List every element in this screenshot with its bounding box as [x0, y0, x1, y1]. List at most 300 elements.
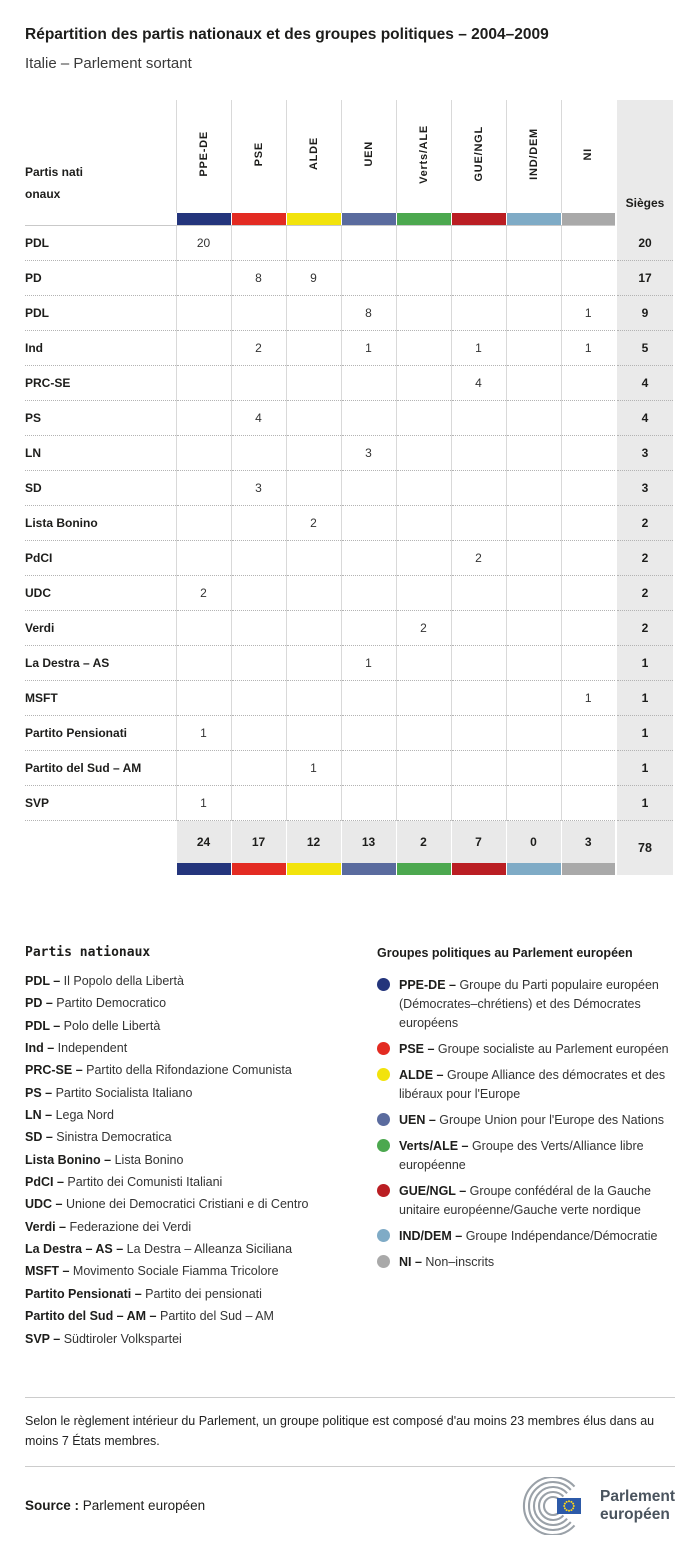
page-title: Répartition des partis nationaux et des groupes politiques – 2004–2009	[25, 26, 549, 43]
group-color-strip-cell	[561, 213, 616, 226]
value-cell-UEN	[341, 751, 396, 786]
group-color-dot-UEN	[377, 1113, 390, 1126]
value-cell-IND/DEM	[506, 261, 561, 296]
table-row	[25, 436, 673, 471]
group-column-header-label: Verts/ALE	[417, 124, 430, 184]
group-color-strip-cell	[451, 863, 506, 875]
group-color-bar-PSE	[232, 863, 286, 875]
value-cell-Verts/ALE	[396, 681, 451, 716]
value-cell-PSE: 4	[231, 401, 286, 436]
group-legend-text	[399, 1182, 675, 1220]
value-cell-PPE-DE	[176, 681, 231, 716]
group-column-header-label: PPE-DE	[197, 131, 210, 177]
value-cell-PPE-DE	[176, 611, 231, 646]
value-cell-NI	[561, 226, 616, 261]
value-cell-PSE	[231, 436, 286, 471]
group-column-header-NI	[561, 100, 616, 213]
group-color-strip-cell	[176, 863, 231, 875]
group-color-dot-IND/DEM	[377, 1229, 390, 1242]
party-full-name: La Destra – Alleanza Siciliana	[126, 1242, 293, 1257]
value-cell-UEN	[341, 716, 396, 751]
group-column-header-label: UEN	[362, 141, 375, 167]
value-cell-NI	[561, 261, 616, 296]
party-name-cell: PD	[25, 261, 176, 296]
group-abbr: UEN –	[399, 1113, 440, 1127]
group-color-strip-cell	[506, 863, 561, 875]
value-cell-GUE/NGL	[451, 576, 506, 611]
value-cell-UEN: 8	[341, 296, 396, 331]
group-full-name: Groupe socialiste au Parlement européen	[437, 1042, 669, 1056]
party-full-name: Federazione dei Verdi	[69, 1219, 192, 1234]
value-cell-PSE	[231, 646, 286, 681]
group-color-bar-Verts/ALE	[397, 213, 451, 225]
group-legend-text	[399, 976, 675, 1033]
group-legend-item	[377, 1111, 675, 1130]
value-cell-Verts/ALE	[396, 541, 451, 576]
group-color-strip-cell	[231, 863, 286, 875]
source-line	[25, 1498, 205, 1513]
party-full-name: Independent	[57, 1041, 128, 1056]
value-cell-IND/DEM	[506, 541, 561, 576]
group-color-bar-UEN	[342, 863, 396, 875]
value-cell-ALDE	[286, 716, 341, 751]
party-legend-item	[25, 975, 377, 989]
group-abbr: PSE –	[399, 1042, 438, 1056]
value-cell-PPE-DE: 1	[176, 786, 231, 821]
value-cell-Verts/ALE	[396, 366, 451, 401]
national-parties-legend	[25, 945, 377, 1355]
value-cell-NI: 1	[561, 681, 616, 716]
value-cell-GUE/NGL	[451, 261, 506, 296]
value-cell-UEN: 1	[341, 331, 396, 366]
seats-cell: 4	[616, 401, 673, 436]
party-legend-item	[25, 1265, 377, 1279]
table-row	[25, 296, 673, 331]
group-column-header-UEN	[341, 100, 396, 213]
value-cell-Verts/ALE	[396, 716, 451, 751]
party-column-header-label: Partis nationaux	[25, 164, 84, 201]
value-cell-Verts/ALE: 2	[396, 611, 451, 646]
value-cell-ALDE	[286, 366, 341, 401]
group-legend-item	[377, 1066, 675, 1104]
group-column-header-PPE-DE	[176, 100, 231, 213]
value-cell-ALDE	[286, 471, 341, 506]
table-row	[25, 471, 673, 506]
group-legend-text	[399, 1040, 669, 1059]
party-full-name: Partito della Rifondazione Comunista	[86, 1063, 292, 1078]
national-parties-legend-title: Partis nationaux	[25, 945, 151, 960]
party-name-cell: UDC	[25, 576, 176, 611]
group-abbr: PPE-DE –	[399, 978, 460, 992]
group-color-bar-PPE-DE	[177, 213, 231, 225]
group-color-strip-cell	[506, 213, 561, 226]
group-full-name: Non–inscrits	[425, 1255, 495, 1269]
party-legend-item	[25, 1288, 377, 1302]
value-cell-UEN	[341, 681, 396, 716]
value-cell-PPE-DE	[176, 646, 231, 681]
party-legend-item	[25, 1109, 377, 1123]
group-legend-text	[399, 1066, 675, 1104]
total-cell-IND/DEM: 0	[506, 821, 561, 864]
value-cell-IND/DEM	[506, 296, 561, 331]
value-cell-PPE-DE	[176, 506, 231, 541]
total-cell-PSE: 17	[231, 821, 286, 864]
value-cell-ALDE	[286, 681, 341, 716]
party-full-name: Partito Socialista Italiano	[55, 1085, 193, 1100]
value-cell-GUE/NGL	[451, 296, 506, 331]
group-full-name: Groupe des Verts/Alliance libre européenne	[399, 1139, 644, 1172]
seats-cell: 5	[616, 331, 673, 366]
group-column-header-label: NI	[582, 147, 595, 161]
party-abbr: PDL –	[25, 974, 64, 988]
party-name-cell: PRC-SE	[25, 366, 176, 401]
table-row	[25, 786, 673, 821]
party-name-cell: PDL	[25, 296, 176, 331]
total-cell-GUE/NGL: 7	[451, 821, 506, 864]
table-row	[25, 576, 673, 611]
group-column-header-label: ALDE	[307, 137, 320, 171]
value-cell-GUE/NGL	[451, 401, 506, 436]
value-cell-GUE/NGL	[451, 471, 506, 506]
value-cell-PSE	[231, 576, 286, 611]
value-cell-PSE	[231, 296, 286, 331]
table-row	[25, 611, 673, 646]
value-cell-GUE/NGL: 4	[451, 366, 506, 401]
value-cell-NI	[561, 576, 616, 611]
party-abbr: Partito del Sud – AM –	[25, 1309, 160, 1324]
eu-flag-icon	[557, 1498, 581, 1514]
value-cell-PSE	[231, 786, 286, 821]
party-full-name: Il Popolo della Libertà	[63, 974, 184, 988]
strip-spacer	[25, 213, 176, 226]
party-abbr: Ind –	[25, 1041, 58, 1056]
party-abbr: Lista Bonino –	[25, 1152, 115, 1167]
value-cell-GUE/NGL	[451, 646, 506, 681]
group-column-header-GUE/NGL	[451, 100, 506, 213]
party-abbr: PS –	[25, 1085, 56, 1100]
value-cell-PPE-DE	[176, 261, 231, 296]
value-cell-UEN	[341, 506, 396, 541]
divider	[25, 1466, 675, 1467]
table-row	[25, 226, 673, 261]
parliament-logo	[516, 1477, 675, 1535]
value-cell-ALDE	[286, 611, 341, 646]
value-cell-IND/DEM	[506, 226, 561, 261]
value-cell-NI	[561, 541, 616, 576]
value-cell-PSE	[231, 611, 286, 646]
group-color-dot-PSE	[377, 1042, 390, 1055]
value-cell-ALDE	[286, 226, 341, 261]
total-cell-UEN: 13	[341, 821, 396, 864]
group-abbr: ALDE –	[399, 1068, 447, 1082]
party-legend-item	[25, 1198, 377, 1212]
group-color-bar-Verts/ALE	[397, 863, 451, 875]
page-subtitle: Italie – Parlement sortant	[25, 55, 192, 72]
seats-cell: 2	[616, 506, 673, 541]
value-cell-NI: 1	[561, 331, 616, 366]
value-cell-PSE	[231, 716, 286, 751]
party-legend-item	[25, 1042, 377, 1056]
group-color-strip-cell	[231, 213, 286, 226]
group-legend-item	[377, 1227, 675, 1246]
value-cell-IND/DEM	[506, 471, 561, 506]
seats-table	[25, 100, 673, 875]
party-full-name: Sinistra Democratica	[56, 1130, 172, 1145]
footnote: Selon le règlement intérieur du Parlement, un groupe politique est composé d'au moins 23 membres élus dans au moins 7 États membres.	[25, 1413, 655, 1448]
party-abbr: Partito Pensionati –	[25, 1286, 146, 1301]
party-legend-item	[25, 1333, 377, 1347]
group-color-strip-row	[25, 213, 673, 226]
hemicycle-icon	[516, 1477, 592, 1535]
source-label: Source :	[25, 1498, 80, 1514]
party-legend-item	[25, 1243, 377, 1257]
group-color-dot-Verts/ALE	[377, 1139, 390, 1152]
value-cell-NI	[561, 436, 616, 471]
value-cell-IND/DEM	[506, 681, 561, 716]
group-color-dot-NI	[377, 1255, 390, 1268]
party-name-cell: PDL	[25, 236, 49, 250]
party-legend-item	[25, 1087, 377, 1101]
party-full-name: Partito del Sud – AM	[159, 1309, 274, 1324]
value-cell-UEN: 1	[341, 646, 396, 681]
group-color-strip-cell	[396, 863, 451, 875]
value-cell-IND/DEM	[506, 331, 561, 366]
group-legend-item	[377, 1253, 675, 1272]
table-row	[25, 751, 673, 786]
group-full-name: Groupe confédéral de la Gauche unitaire européenne/Gauche verte nordique	[399, 1184, 651, 1217]
group-color-strip-row-bottom	[25, 863, 673, 875]
party-name-cell: La Destra – AS	[25, 646, 176, 681]
group-color-strip-cell	[176, 213, 231, 226]
table-row	[25, 716, 673, 751]
group-color-bar-PPE-DE	[177, 863, 231, 875]
value-cell-IND/DEM	[506, 366, 561, 401]
value-cell-ALDE: 9	[286, 261, 341, 296]
value-cell-IND/DEM	[506, 716, 561, 751]
seats-cell: 2	[616, 541, 673, 576]
value-cell-GUE/NGL	[451, 716, 506, 751]
value-cell-UEN	[341, 401, 396, 436]
group-color-dot-PPE-DE	[377, 978, 390, 991]
value-cell-UEN	[341, 576, 396, 611]
group-legend-text	[399, 1137, 675, 1175]
table-row	[25, 646, 673, 681]
group-abbr: GUE/NGL –	[399, 1184, 470, 1198]
value-cell-GUE/NGL	[451, 751, 506, 786]
value-cell-Verts/ALE	[396, 576, 451, 611]
value-cell-PSE	[231, 751, 286, 786]
value-cell-IND/DEM	[506, 611, 561, 646]
seats-cell: 2	[616, 611, 673, 646]
group-column-header-Verts/ALE	[396, 100, 451, 213]
value-cell-GUE/NGL	[451, 226, 506, 261]
value-cell-ALDE	[286, 331, 341, 366]
value-cell-PPE-DE	[176, 471, 231, 506]
seats-cell: 3	[616, 471, 673, 506]
party-name-cell: Partito del Sud – AM	[25, 751, 176, 786]
group-color-bar-ALDE	[287, 213, 341, 225]
value-cell-IND/DEM	[506, 646, 561, 681]
group-legend-item	[377, 1040, 675, 1059]
group-color-strip-cell	[451, 213, 506, 226]
value-cell-Verts/ALE	[396, 471, 451, 506]
value-cell-NI	[561, 471, 616, 506]
national-parties-legend-list	[25, 975, 377, 1346]
party-full-name: Südtiroler Volkspartei	[63, 1331, 182, 1346]
seats-column-header: Sièges	[616, 100, 673, 226]
party-name-cell: Partito Pensionati	[25, 716, 176, 751]
value-cell-ALDE: 1	[286, 751, 341, 786]
party-abbr: SD –	[25, 1130, 57, 1145]
group-color-bar-GUE/NGL	[452, 213, 506, 225]
value-cell-GUE/NGL	[451, 786, 506, 821]
party-legend-item	[25, 1064, 377, 1078]
seats-cell: 1	[616, 646, 673, 681]
political-groups-legend-title: Groupes politiques au Parlement européen	[377, 946, 633, 960]
seats-cell: 1	[616, 681, 673, 716]
value-cell-UEN	[341, 786, 396, 821]
party-name-cell: Lista Bonino	[25, 506, 176, 541]
value-cell-ALDE	[286, 541, 341, 576]
value-cell-GUE/NGL: 2	[451, 541, 506, 576]
seats-cell: 9	[616, 296, 673, 331]
table-row	[25, 506, 673, 541]
seats-cell: 1	[616, 716, 673, 751]
value-cell-NI	[561, 366, 616, 401]
value-cell-UEN	[341, 226, 396, 261]
value-cell-NI	[561, 506, 616, 541]
value-cell-NI	[561, 401, 616, 436]
group-legend-item	[377, 976, 675, 1033]
divider	[25, 1397, 675, 1398]
value-cell-PSE	[231, 506, 286, 541]
value-cell-NI	[561, 646, 616, 681]
group-color-strip-cell	[286, 863, 341, 875]
value-cell-GUE/NGL	[451, 611, 506, 646]
value-cell-Verts/ALE	[396, 261, 451, 296]
strip-spacer	[25, 863, 176, 875]
value-cell-NI	[561, 786, 616, 821]
party-abbr: PRC-SE –	[25, 1063, 87, 1078]
table-row	[25, 261, 673, 296]
value-cell-Verts/ALE	[396, 296, 451, 331]
seats-cell: 1	[616, 786, 673, 821]
party-name-cell: Verdi	[25, 611, 176, 646]
value-cell-PSE: 8	[231, 261, 286, 296]
value-cell-UEN	[341, 541, 396, 576]
party-abbr: UDC –	[25, 1197, 66, 1212]
party-abbr: La Destra – AS –	[25, 1242, 127, 1257]
group-legend-text	[399, 1111, 664, 1130]
group-legend-text	[399, 1227, 657, 1246]
party-abbr: LN –	[25, 1108, 56, 1123]
party-name-cell: MSFT	[25, 681, 176, 716]
totals-spacer	[25, 821, 176, 864]
party-name-cell: LN	[25, 436, 176, 471]
value-cell-NI	[561, 751, 616, 786]
group-color-strip-cell	[286, 213, 341, 226]
group-color-dot-GUE/NGL	[377, 1184, 390, 1197]
value-cell-UEN: 3	[341, 436, 396, 471]
party-name-cell: Ind	[25, 331, 176, 366]
party-full-name: Lista Bonino	[114, 1152, 184, 1167]
party-full-name: Partito Democratico	[56, 996, 167, 1011]
source-value: Parlement européen	[82, 1498, 206, 1514]
group-legend-text	[399, 1253, 494, 1272]
party-full-name: Partito dei pensionati	[145, 1286, 262, 1301]
group-color-strip-cell	[396, 213, 451, 226]
value-cell-IND/DEM	[506, 786, 561, 821]
group-abbr: Verts/ALE –	[399, 1139, 472, 1153]
party-legend-item	[25, 1154, 377, 1168]
party-abbr: PdCI –	[25, 1175, 68, 1190]
seats-cell: 2	[616, 576, 673, 611]
group-color-strip-cell	[561, 863, 616, 875]
group-full-name: Groupe Indépendance/Démocratie	[465, 1229, 658, 1243]
value-cell-PSE: 3	[231, 471, 286, 506]
totals-row	[25, 821, 673, 864]
party-full-name: Partito dei Comunisti Italiani	[67, 1175, 223, 1190]
value-cell-UEN	[341, 611, 396, 646]
footer-row	[25, 1473, 675, 1539]
group-color-bar-IND/DEM	[507, 863, 561, 875]
table-row	[25, 681, 673, 716]
party-abbr: PDL –	[25, 1018, 64, 1033]
seats-cell: 1	[616, 751, 673, 786]
value-cell-NI	[561, 716, 616, 751]
value-cell-ALDE	[286, 786, 341, 821]
party-legend-item	[25, 1221, 377, 1235]
value-cell-UEN	[341, 366, 396, 401]
party-name-cell: PS	[25, 401, 176, 436]
value-cell-Verts/ALE	[396, 506, 451, 541]
group-legend-item	[377, 1182, 675, 1220]
value-cell-Verts/ALE	[396, 646, 451, 681]
value-cell-PPE-DE: 2	[176, 576, 231, 611]
value-cell-Verts/ALE	[396, 331, 451, 366]
value-cell-UEN	[341, 471, 396, 506]
seats-cell: 20	[616, 226, 673, 261]
party-abbr: MSFT –	[25, 1264, 73, 1279]
value-cell-Verts/ALE	[396, 401, 451, 436]
value-cell-PPE-DE: 20	[176, 226, 231, 261]
party-name-cell: SVP	[25, 786, 176, 821]
total-cell-PPE-DE: 24	[176, 821, 231, 864]
political-groups-legend-list	[377, 976, 675, 1272]
table-row	[25, 401, 673, 436]
parliament-logo-text: Parlement européen	[600, 1488, 675, 1523]
table-row	[25, 541, 673, 576]
group-column-header-label: GUE/NGL	[472, 126, 485, 182]
total-cell-NI: 3	[561, 821, 616, 864]
value-cell-Verts/ALE	[396, 751, 451, 786]
value-cell-ALDE	[286, 436, 341, 471]
party-abbr: PD –	[25, 996, 57, 1011]
value-cell-ALDE	[286, 296, 341, 331]
group-full-name: Groupe Alliance des démocrates et des libéraux pour l'Europe	[399, 1068, 666, 1101]
table-row	[25, 366, 673, 401]
group-full-name: Groupe Union pour l'Europe des Nations	[439, 1113, 665, 1127]
value-cell-PPE-DE	[176, 401, 231, 436]
value-cell-GUE/NGL	[451, 681, 506, 716]
political-groups-legend	[377, 945, 675, 1355]
group-color-bar-GUE/NGL	[452, 863, 506, 875]
value-cell-PPE-DE	[176, 541, 231, 576]
seats-cell: 17	[616, 261, 673, 296]
party-abbr: SVP –	[25, 1331, 64, 1346]
value-cell-Verts/ALE	[396, 436, 451, 471]
party-full-name: Movimento Sociale Fiamma Tricolore	[72, 1264, 279, 1279]
